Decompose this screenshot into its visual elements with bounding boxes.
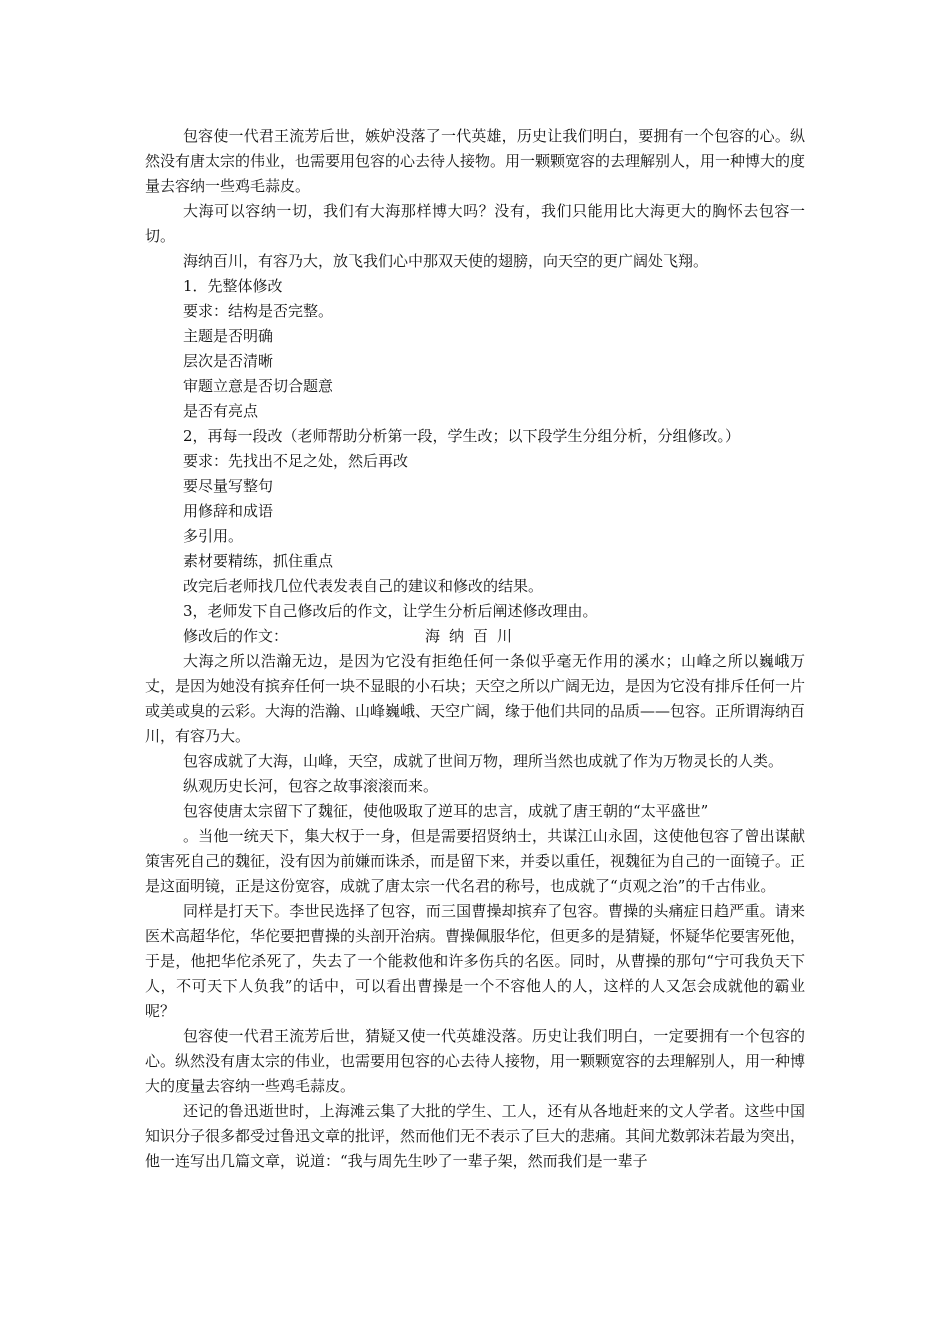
step-item: 多引用。 bbox=[183, 527, 244, 545]
essay-paragraph: 同样是打天下。李世民选择了包容，而三国曹操却摈弃了包容。曹操的头痛症日趋严重。请来医术高超华佗，华佗要把曹操的头剖开治病。曹操佩服华佗，但更多的是猜疑，怀疑华佗要害死他，于是，他把华佗杀死了，失去了一个能救他和许多伤兵的名医。同时，从曹操的那句“宁可我负天下人，不可天下人负我”的话中，可以看出曹操是一个不容他人的人，这样的人又怎会成就他的霸业呢？ bbox=[145, 902, 806, 1020]
step-item: 素材要精练，抓住重点 bbox=[183, 552, 334, 570]
paragraph: 海纳百川，有容乃大，放飞我们心中那双天使的翅膀，向天空的更广阔处飞翔。 bbox=[183, 252, 709, 270]
essay-paragraph: 包容使一代君王流芳后世，猜疑又使一代英雄没落。历史让我们明白，一定要拥有一个包容的心。纵然没有唐太宗的伟业，也需要用包容的心去待人接物，用一颗颗宽容的去理解别人，用一种博大的度量去容纳一些鸡毛蒜皮。 bbox=[145, 1027, 806, 1095]
step-item: 主题是否明确 bbox=[183, 327, 274, 345]
paragraph: 大海可以容纳一切，我们有大海那样博大吗？没有，我们只能用比大海更大的胸怀去包容一切。 bbox=[145, 202, 805, 245]
essay-paragraph: 还记的鲁迅逝世时，上海滩云集了大批的学生、工人，还有从各地赶来的文人学者。这些中国知识分子很多都受过鲁迅文章的批评，然而他们无不表示了巨大的悲痛。其间尤数郭沫若最为突出，他一连写出几篇文章，说道：“我与周先生吵了一辈子架，然而我们是一辈子 bbox=[145, 1102, 806, 1170]
essay-paragraph: 包容使唐太宗留下了魏征，使他吸取了逆耳的忠言，成就了唐王朝的“太平盛世” bbox=[183, 802, 709, 820]
step-item: 改完后老师找几位代表发表自己的建议和修改的结果。 bbox=[183, 577, 544, 595]
step-item: 是否有亮点 bbox=[183, 402, 259, 420]
essay-paragraph: 纵观历史长河，包容之故事滚滚而来。 bbox=[183, 777, 439, 795]
step-item: 层次是否清晰 bbox=[183, 352, 274, 370]
step-heading-3: 3，老师发下自己修改后的作文，让学生分析后阐述修改理由。 bbox=[183, 602, 598, 620]
essay-title: 海纳百川 bbox=[425, 627, 522, 645]
step-item: 要求：先找出不足之处，然后再改 bbox=[183, 452, 409, 470]
step-item: 要求：结构是否完整。 bbox=[183, 302, 334, 320]
essay-paragraph: 大海之所以浩瀚无边，是因为它没有拒绝任何一条似乎毫无作用的溪水；山峰之所以巍峨万丈，是因为她没有摈弃任何一块不显眼的小石块；天空之所以广阔无边，是因为它没有排斥任何一片或美或臭的云彩。大海的浩瀚、山峰巍峨、天空广阔，缘于他们共同的品质——包容。正所谓海纳百川，有容乃大。 bbox=[145, 652, 806, 745]
step-item: 审题立意是否切合题意 bbox=[183, 377, 334, 395]
step-heading-2: 2，再每一段改（老师帮助分析第一段，学生改；以下段学生分组分析，分组修改。） bbox=[183, 427, 741, 445]
essay-paragraph: 。当他一统天下，集大权于一身，但是需要招贤纳士，共谋江山永固，这使他包容了曾出谋献策害死自己的魏征，没有因为前嫌而诛杀，而是留下来，并委以重任，视魏征为自己的一面镜子。正是这面明镜，正是这份宽容，成就了唐太宗一代名君的称号，也成就了“贞观之治”的千古伟业。 bbox=[145, 827, 806, 895]
step-heading-1: 1．先整体修改 bbox=[183, 277, 283, 295]
document-body bbox=[145, 124, 805, 1174]
revised-essay-label: 修改后的作文： bbox=[183, 627, 289, 645]
step-item: 要尽量写整句 bbox=[183, 477, 274, 495]
essay-paragraph: 包容成就了大海，山峰，天空，成就了世间万物，理所当然也成就了作为万物灵长的人类。 bbox=[183, 752, 784, 770]
step-item: 用修辞和成语 bbox=[183, 502, 274, 520]
revised-essay-heading bbox=[145, 624, 805, 649]
paragraph: 包容使一代君王流芳后世，嫉妒没落了一代英雄，历史让我们明白，要拥有一个包容的心。纵然没有唐太宗的伟业，也需要用包容的心去待人接物。用一颗颗宽容的去理解别人，用一种博大的度量去容纳一些鸡毛蒜皮。 bbox=[145, 127, 806, 195]
